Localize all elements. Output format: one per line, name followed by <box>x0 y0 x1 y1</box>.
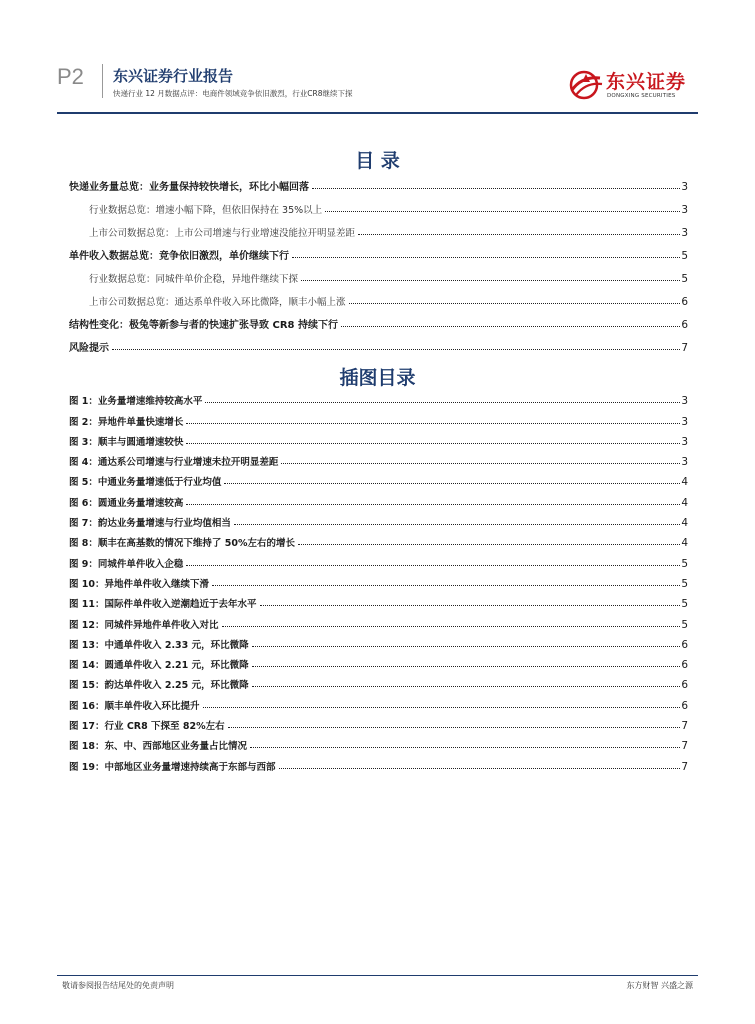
dot-leader <box>260 605 681 606</box>
figure-entry-page: 4 <box>681 537 688 550</box>
dot-leader <box>186 504 680 505</box>
figure-entry-text: 图 10：异地件单件收入继续下滑 <box>69 576 211 590</box>
figure-entry-page: 5 <box>681 618 688 631</box>
toc-entry-text: 结构性变化：极兔等新参与者的快速扩张导致 CR8 持续下行 <box>69 316 340 331</box>
figure-entry-page: 6 <box>681 679 688 692</box>
toc-entry-page: 3 <box>681 204 688 216</box>
toc-entry-text: 快递业务量总览：业务量保持较快增长，环比小幅回落 <box>69 178 311 193</box>
toc-entry[interactable] <box>69 331 688 354</box>
figure-entry[interactable] <box>69 529 688 549</box>
figure-entry-text: 图 6：圆通业务量增速较高 <box>69 495 185 509</box>
figure-entry-text: 图 11：国际件单件收入逆潮趋近于去年水平 <box>69 596 259 610</box>
figure-list <box>69 387 688 773</box>
figure-entry-page: 3 <box>681 415 688 428</box>
figure-entry-text: 图 19：中部地区业务量增速持续高于东部与西部 <box>69 759 278 773</box>
figure-entry-page: 6 <box>681 659 688 672</box>
dot-leader <box>312 188 680 189</box>
toc-entry-page: 3 <box>681 181 688 193</box>
figure-entry-page: 4 <box>681 496 688 509</box>
dot-leader <box>279 768 681 769</box>
dot-leader <box>222 626 681 627</box>
page-header <box>57 58 698 114</box>
dot-leader <box>250 747 680 748</box>
figure-entry[interactable] <box>69 549 688 569</box>
figure-entry[interactable] <box>69 509 688 529</box>
header-rule <box>57 112 698 114</box>
toc-entry-text: 行业数据总览：同城件单价企稳，异地件继续下探 <box>69 271 300 285</box>
toc-entry-text: 单件收入数据总览：竞争依旧激烈，单价继续下行 <box>69 247 291 262</box>
report-title: 东兴证券行业报告 <box>113 67 234 85</box>
toc-list <box>69 170 688 354</box>
dot-leader <box>358 234 680 235</box>
figure-entry[interactable] <box>69 671 688 691</box>
toc-entry[interactable] <box>69 193 688 216</box>
figure-entry-text: 图 4：通达系公司增速与行业增速未拉开明显差距 <box>69 454 280 468</box>
footer-slogan: 东方财智 兴盛之源 <box>626 981 693 990</box>
figure-entry-page: 5 <box>681 557 688 570</box>
figure-entry[interactable] <box>69 732 688 752</box>
figure-entry-page: 4 <box>681 476 688 489</box>
dot-leader <box>212 585 680 586</box>
dot-leader <box>203 707 681 708</box>
figure-entry[interactable] <box>69 712 688 732</box>
footer-disclaimer: 敬请参阅报告结尾处的免责声明 <box>62 981 174 990</box>
figure-entry-page: 5 <box>681 577 688 590</box>
figure-entry[interactable] <box>69 631 688 651</box>
toc-entry-page: 5 <box>681 250 688 262</box>
figure-entry-page: 3 <box>681 435 688 448</box>
dot-leader <box>234 524 680 525</box>
figure-entry-page: 3 <box>681 456 688 469</box>
figure-entry-text: 图 3：顺丰与圆通增速较快 <box>69 434 185 448</box>
toc-entry-text: 上市公司数据总览：上市公司增速与行业增速没能拉开明显差距 <box>69 225 357 239</box>
header-divider <box>102 64 103 98</box>
figure-entry-text: 图 16：顺丰单件收入环比提升 <box>69 698 202 712</box>
figure-entry-page: 7 <box>681 740 688 753</box>
figure-entry-page: 7 <box>681 720 688 733</box>
dot-leader <box>205 402 680 403</box>
dot-leader <box>252 666 681 667</box>
figure-entry-page: 3 <box>681 395 688 408</box>
figure-entry-text: 图 18：东、中、西部地区业务量占比情况 <box>69 738 249 752</box>
figure-entry[interactable] <box>69 428 688 448</box>
toc-entry[interactable] <box>69 170 688 193</box>
dot-leader <box>281 463 680 464</box>
dot-leader <box>325 211 680 212</box>
dot-leader <box>186 423 680 424</box>
dot-leader <box>224 483 680 484</box>
dot-leader <box>301 280 680 281</box>
figure-entry[interactable] <box>69 651 688 671</box>
dot-leader <box>292 257 680 258</box>
figure-entry-text: 图 5：中通业务量增速低于行业均值 <box>69 474 223 488</box>
figure-entry-text: 图 8：顺丰在高基数的情况下维持了 50%左右的增长 <box>69 535 297 549</box>
dot-leader <box>298 544 680 545</box>
figure-entry-page: 5 <box>681 598 688 611</box>
figure-entry-text: 图 1：业务量增速维持较高水平 <box>69 393 204 407</box>
toc-entry-text: 上市公司数据总览：通达系单件收入环比微降，顺丰小幅上涨 <box>69 294 348 308</box>
toc-entry[interactable] <box>69 216 688 239</box>
figure-entry-text: 图 14：圆通单件收入 2.21 元，环比微降 <box>69 657 251 671</box>
dot-leader <box>186 443 680 444</box>
toc-entry[interactable] <box>69 285 688 308</box>
company-logo <box>568 66 698 104</box>
figure-entry[interactable] <box>69 570 688 590</box>
toc-entry[interactable] <box>69 308 688 331</box>
figure-entry[interactable] <box>69 387 688 407</box>
toc-entry-page: 6 <box>681 319 688 331</box>
figure-entry[interactable] <box>69 468 688 488</box>
figure-entry-text: 图 2：异地件单量快速增长 <box>69 414 185 428</box>
figure-entry[interactable] <box>69 752 688 772</box>
logo-text-cn: 东兴证券 <box>606 71 687 93</box>
figure-entry-page: 7 <box>681 760 688 773</box>
dot-leader <box>252 686 681 687</box>
toc-entry-text: 风险提示 <box>69 339 111 354</box>
footer-rule <box>57 975 698 976</box>
toc-entry[interactable] <box>69 262 688 285</box>
logo-icon <box>568 70 604 100</box>
toc-entry-page: 5 <box>681 273 688 285</box>
figure-entry[interactable] <box>69 691 688 711</box>
logo-text-en: DONGXING SECURITIES <box>607 93 676 99</box>
toc-entry-text: 行业数据总览：增速小幅下降，但依旧保持在 35%以上 <box>69 202 324 216</box>
figure-entry-text: 图 9：同城件单件收入企稳 <box>69 556 185 570</box>
figure-entry[interactable] <box>69 610 688 630</box>
dot-leader <box>112 349 680 350</box>
dot-leader <box>341 326 680 327</box>
figure-entry-text: 图 13：中通单件收入 2.33 元，环比微降 <box>69 637 251 651</box>
figure-entry-text: 图 7：韵达业务量增速与行业均值相当 <box>69 515 233 529</box>
figure-entry-text: 图 15：韵达单件收入 2.25 元，环比微降 <box>69 677 251 691</box>
toc-entry-page: 6 <box>681 296 688 308</box>
figure-entry[interactable] <box>69 448 688 468</box>
figure-entry-text: 图 12：同城件异地件单件收入对比 <box>69 617 221 631</box>
report-subtitle: 快递行业 12 月数据点评：电商件领域竞争依旧激烈，行业CR8继续下探 <box>113 89 353 98</box>
toc-entry-page: 3 <box>681 227 688 239</box>
toc-title: 目 录 <box>355 150 400 172</box>
figure-entry-page: 6 <box>681 638 688 651</box>
toc-entry-page: 7 <box>681 342 688 354</box>
dot-leader <box>252 646 681 647</box>
toc-entry[interactable] <box>69 239 688 262</box>
figure-entry-page: 6 <box>681 699 688 712</box>
figure-entry[interactable] <box>69 488 688 508</box>
figure-entry[interactable] <box>69 590 688 610</box>
figure-entry-page: 4 <box>681 517 688 530</box>
page-number: P2 <box>57 64 84 89</box>
figure-entry-text: 图 17：行业 CR8 下探至 82%左右 <box>69 718 227 732</box>
dot-leader <box>186 565 680 566</box>
dot-leader <box>228 727 681 728</box>
figure-entry[interactable] <box>69 407 688 427</box>
figure-list-title: 插图目录 <box>339 367 416 389</box>
dot-leader <box>349 303 681 304</box>
